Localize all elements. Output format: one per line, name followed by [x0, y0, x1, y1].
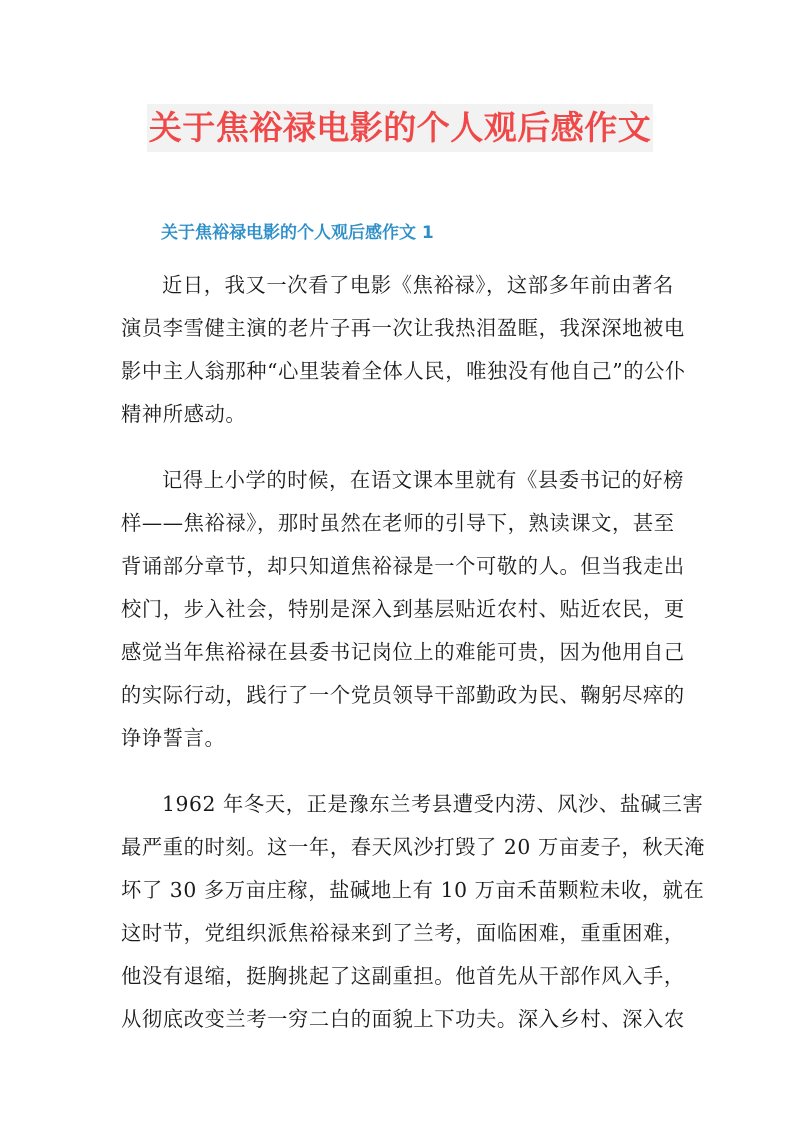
text-line: 的实际行动，践行了一个党员领导干部勤政为民、鞠躬尽瘁的	[121, 683, 685, 707]
text-line: 他没有退缩，挺胸挑起了这副重担。他首先从干部作风入手，	[121, 964, 685, 988]
text-line: 最严重的时刻。这一年，春天风沙打毁了 20 万亩麦子，秋天淹	[121, 835, 706, 859]
paragraph-3	[121, 783, 706, 1041]
text-line: 影中主人翁那种“心里装着全体人民，唯独没有他自己”的公仆	[121, 359, 686, 383]
paragraph-1	[121, 264, 686, 436]
text-line: 从彻底改变兰考一穷二白的面貌上下功夫。深入乡村、深入农	[121, 1007, 685, 1031]
paragraph-2	[121, 459, 683, 760]
section-heading: 关于焦裕禄电影的个人观后感作文 1	[161, 223, 434, 243]
text-line: 记得上小学的时候，在语文课本里就有《县委书记的好榜	[162, 468, 685, 492]
title-container	[0, 104, 800, 152]
text-line: 样——焦裕禄》，那时虽然在老师的引导下，熟读课文，甚至	[121, 511, 675, 535]
text-line: 坏了 30 多万亩庄稼，盐碱地上有 10 万亩禾苗颗粒未收，就在	[121, 878, 705, 902]
text-line: 演员李雪健主演的老片子再一次让我热泪盈眶，我深深地被电	[121, 316, 685, 340]
text-line: 近日，我又一次看了电影《焦裕禄》，这部多年前由著名	[162, 273, 674, 297]
text-line: 1962 年冬天，正是豫东兰考县遭受内涝、风沙、盐碱三害	[162, 792, 704, 816]
text-line: 精神所感动。	[121, 402, 247, 426]
text-line: 诤诤誓言。	[121, 726, 226, 750]
text-line: 这时节，党组织派焦裕禄来到了兰考，面临困难，重重困难，	[121, 921, 685, 945]
text-line: 感觉当年焦裕禄在县委书记岗位上的难能可贵，因为他用自己	[121, 640, 685, 664]
document-body	[121, 264, 706, 1064]
text-line: 校门，步入社会，特别是深入到基层贴近农村、贴近农民，更	[121, 597, 685, 621]
text-line: 背诵部分章节，却只知道焦裕禄是一个可敬的人。但当我走出	[121, 554, 685, 578]
document-title: 关于焦裕禄电影的个人观后感作文	[147, 104, 654, 152]
